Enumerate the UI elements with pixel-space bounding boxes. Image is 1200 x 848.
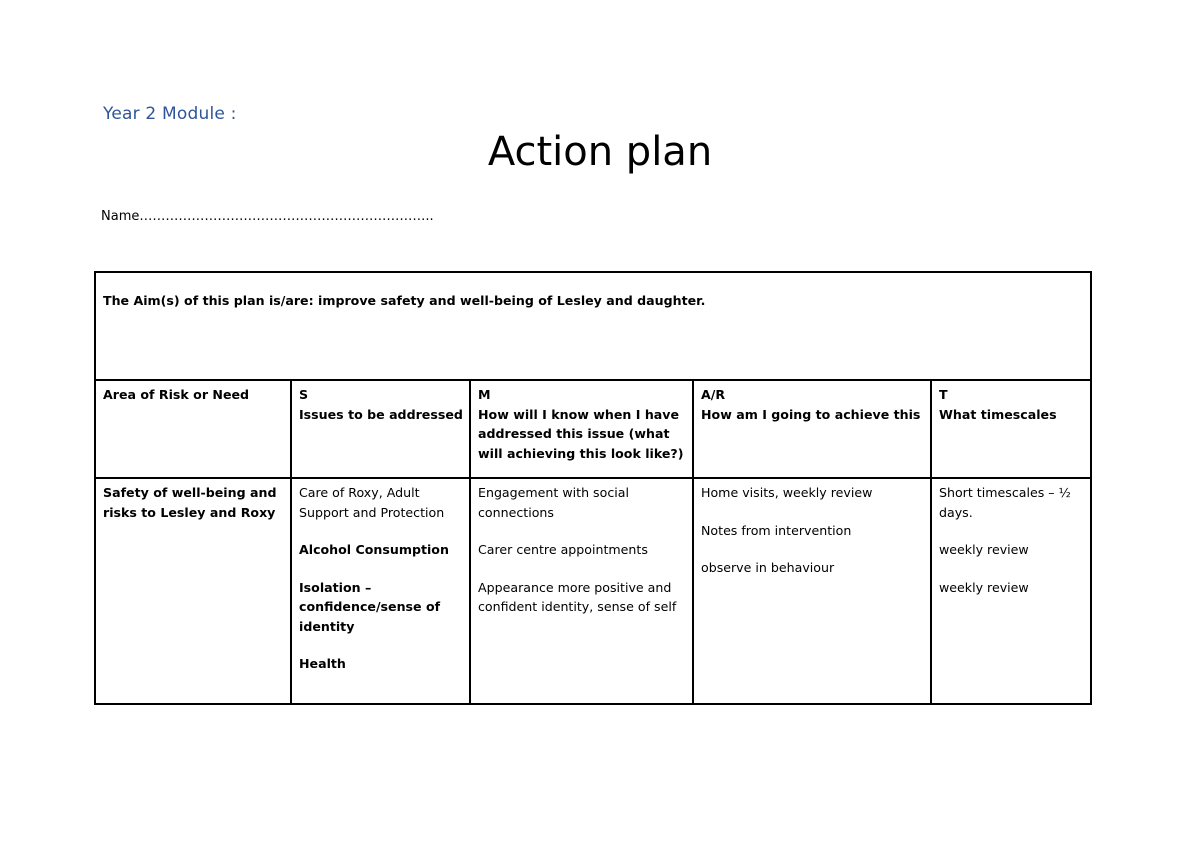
header-ar-label: How am I going to achieve this xyxy=(701,406,921,422)
issue-item: Care of Roxy, Adult Support and Protection xyxy=(299,485,445,520)
timescales-cell xyxy=(931,478,1091,704)
name-field-line: Name………………………………………………………….. xyxy=(101,209,434,224)
module-heading: Year 2 Module : xyxy=(103,104,237,124)
header-area-label: Area of Risk or Need xyxy=(103,387,250,402)
measure-item: Carer centre appointments xyxy=(478,542,648,557)
aim-row xyxy=(95,272,1091,380)
header-t-label: What timescales xyxy=(939,406,1057,422)
header-measurable xyxy=(470,380,693,478)
action-item: Home visits, weekly review xyxy=(701,485,873,500)
measure-item: Engagement with social connections xyxy=(478,485,629,520)
action-plan-table xyxy=(94,271,1092,705)
issue-item: Alcohol Consumption xyxy=(299,542,449,557)
header-specific xyxy=(291,380,470,478)
aim-cell xyxy=(95,272,1091,380)
actions-cell xyxy=(693,478,931,704)
issue-item: Isolation – confidence/sense of identity xyxy=(299,579,441,634)
action-item: observe in behaviour xyxy=(701,560,835,575)
header-s-label: Issues to be addressed xyxy=(299,406,463,422)
timescale-item: Short timescales – ½ days. xyxy=(939,485,1071,520)
area-text: Safety of well-being and risks to Lesley and Roxy xyxy=(103,485,277,520)
plan-row xyxy=(95,478,1091,704)
measures-cell xyxy=(470,478,693,704)
header-s-code: S xyxy=(299,387,309,402)
header-ar-code: A/R xyxy=(701,387,726,402)
document-title: Action plan xyxy=(487,129,713,175)
header-m-label: How will I know when I have addressed this issue (what will achieving this look like?) xyxy=(478,406,684,461)
action-item: Notes from intervention xyxy=(701,522,852,538)
column-header-row xyxy=(95,380,1091,478)
issue-item: Health xyxy=(299,656,346,671)
aim-text: The Aim(s) of this plan is/are: improve safety and well-being of Lesley and daughter. xyxy=(103,293,706,308)
measure-item: Appearance more positive and confident identity, sense of self xyxy=(478,579,677,614)
timescale-item: weekly review xyxy=(939,542,1029,557)
header-t-code: T xyxy=(939,387,948,402)
area-cell xyxy=(95,478,291,704)
timescale-item: weekly review xyxy=(939,579,1029,595)
header-area-of-risk xyxy=(95,380,291,478)
issues-cell xyxy=(291,478,470,704)
header-timescale xyxy=(931,380,1091,478)
header-achievable xyxy=(693,380,931,478)
header-m-code: M xyxy=(478,387,491,402)
